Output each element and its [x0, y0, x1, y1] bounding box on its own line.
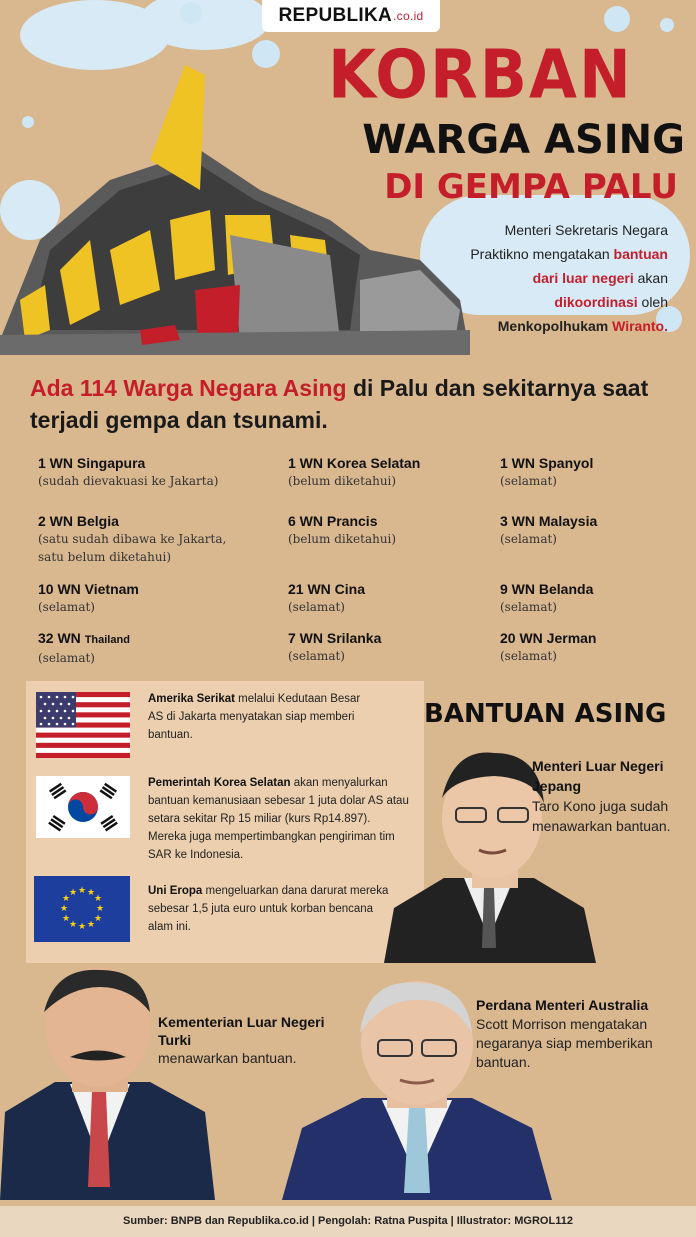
japan-aid-bold: Menteri Luar Negeri Jepang	[532, 758, 664, 794]
intro-text: oleh	[637, 294, 668, 310]
title-korban: KORBAN	[328, 35, 633, 114]
japan-aid-text	[532, 756, 682, 836]
south-korea-flag-icon	[36, 776, 130, 838]
eu-aid-body: mengeluarkan dana darurat mereka sebesar 1,5 juta euro untuk korban bencana alam ini.	[148, 885, 389, 933]
korea-aid-bold: Pemerintah Korea Selatan	[148, 777, 291, 789]
country-status: (satu sudah dibawa ke Jakarta, satu belum diketahui)	[38, 532, 227, 564]
bubble-shape	[660, 18, 674, 32]
country-status: (selamat)	[500, 532, 557, 546]
country-item	[500, 580, 696, 616]
bantuan-asing-title: BANTUAN ASING	[424, 699, 667, 729]
turkey-aid-bold: Kementerian Luar Negeri Turki	[158, 1014, 325, 1048]
country-status: (selamat)	[288, 649, 345, 663]
intro-highlight: bantuan dari luar negeri	[532, 246, 668, 286]
svg-text:★: ★	[68, 888, 78, 898]
japan-aid-body: Taro Kono juga sudah menawarkan bantuan.	[532, 798, 671, 834]
country-status: (selamat)	[288, 600, 345, 614]
country-name: 2 WN Belgia	[38, 513, 119, 529]
country-item	[38, 580, 238, 616]
country-name: 9 WN Belanda	[500, 581, 594, 597]
bubble-shape	[604, 6, 630, 32]
svg-text:★: ★	[93, 914, 103, 924]
country-name: 3 WN Malaysia	[500, 513, 598, 529]
country-item	[288, 512, 488, 548]
country-item	[38, 629, 238, 667]
country-status: (sudah dievakuasi ke Jakarta)	[38, 474, 219, 488]
country-name: 6 WN Prancis	[288, 513, 378, 529]
svg-text:★: ★	[95, 904, 105, 914]
country-status: (belum diketahui)	[288, 474, 397, 488]
svg-text:★: ★	[61, 894, 71, 904]
country-status: (selamat)	[500, 600, 557, 614]
country-status: (selamat)	[38, 651, 95, 665]
country-name: 7 WN Srilanka	[288, 630, 382, 646]
bubble-shape	[180, 2, 202, 24]
logo-main-text: REPUBLIKA	[278, 5, 393, 26]
australia-aid-bold: Perdana Menteri Australia	[476, 997, 649, 1013]
footer-credits: Sumber: BNPB dan Republika.co.id | Pengolah: Ratna Puspita | Illustrator: MGROL112	[0, 1206, 696, 1237]
country-item	[288, 580, 488, 616]
country-name: 1 WN Korea Selatan	[288, 455, 421, 471]
eu-aid-text	[148, 882, 398, 936]
turkey-aid-body: menawarkan bantuan.	[158, 1050, 297, 1066]
usa-aid-bold: Amerika Serikat	[148, 693, 235, 705]
headline-highlight: Ada 114 Warga Negara Asing	[30, 375, 347, 401]
country-name: 20 WN Jerman	[500, 630, 597, 646]
usa-aid-text	[148, 690, 378, 744]
intro-highlight: dikoordinasi	[554, 294, 638, 310]
eu-aid-bold: Uni Eropa	[148, 885, 203, 897]
country-name: 1 WN Spanyol	[500, 455, 594, 471]
svg-text:★: ★	[61, 914, 71, 924]
country-name: 32 WN	[38, 630, 85, 646]
australia-aid-body: Scott Morrison mengatakan negaranya siap memberikan bantuan.	[476, 1016, 653, 1070]
korea-aid-body: akan menyalurkan bantuan kemanusiaan sebesar 1 juta dolar AS atau setara sekitar Rp 15 miliar (kurs Rp14.897). Mereka juga mempertimbangkan pengiriman tim SAR ke Indonesia.	[148, 777, 409, 861]
intro-text: akan	[633, 270, 668, 286]
country-name: 21 WN Cina	[288, 581, 366, 597]
republika-logo	[262, 0, 440, 32]
title-di-gempa-palu: DI GEMPA PALU	[384, 167, 678, 207]
country-name-small: Thailand	[84, 634, 130, 646]
usa-aid-body: melalui Kedutaan Besar AS di Jakarta menyatakan siap memberi bantuan.	[148, 693, 361, 741]
australia-aid-text	[476, 996, 686, 1072]
country-item	[500, 629, 696, 665]
logo-domain-text: .co.id	[393, 9, 424, 23]
intro-paragraph	[450, 218, 668, 338]
svg-text:★: ★	[68, 920, 78, 930]
country-status: (selamat)	[500, 649, 557, 663]
country-name: 1 WN Singapura	[38, 455, 146, 471]
country-item	[500, 512, 696, 548]
country-status: (selamat)	[38, 600, 95, 614]
intro-highlight: Wiranto.	[612, 318, 668, 334]
title-warga-asing: WARGA ASING	[362, 117, 685, 163]
eu-flag-icon	[34, 876, 130, 942]
headline-text: di Palu dan sekitarnya saat terjadi gempa dan tsunami.	[30, 375, 649, 433]
korea-aid-text	[148, 774, 410, 864]
country-item	[38, 454, 238, 490]
svg-text:★: ★	[86, 920, 96, 930]
country-name: 10 WN Vietnam	[38, 581, 139, 597]
country-item	[38, 512, 253, 566]
turkey-minister-illustration	[0, 962, 220, 1200]
usa-flag-icon	[36, 692, 130, 758]
intro-bold: Menkopolhukam	[497, 318, 613, 334]
country-item	[288, 454, 488, 490]
headline	[30, 372, 680, 436]
country-item	[288, 629, 488, 665]
svg-text:★: ★	[77, 922, 87, 932]
svg-text:★: ★	[77, 886, 87, 896]
svg-text:★: ★	[86, 888, 96, 898]
country-item	[500, 454, 696, 490]
svg-text:★: ★	[59, 904, 69, 914]
intro-text: Menteri Sekretaris Negara Praktikno mengatakan	[470, 222, 668, 262]
svg-text:★: ★	[93, 894, 103, 904]
country-status: (belum diketahui)	[288, 532, 397, 546]
country-status: (selamat)	[500, 474, 557, 488]
